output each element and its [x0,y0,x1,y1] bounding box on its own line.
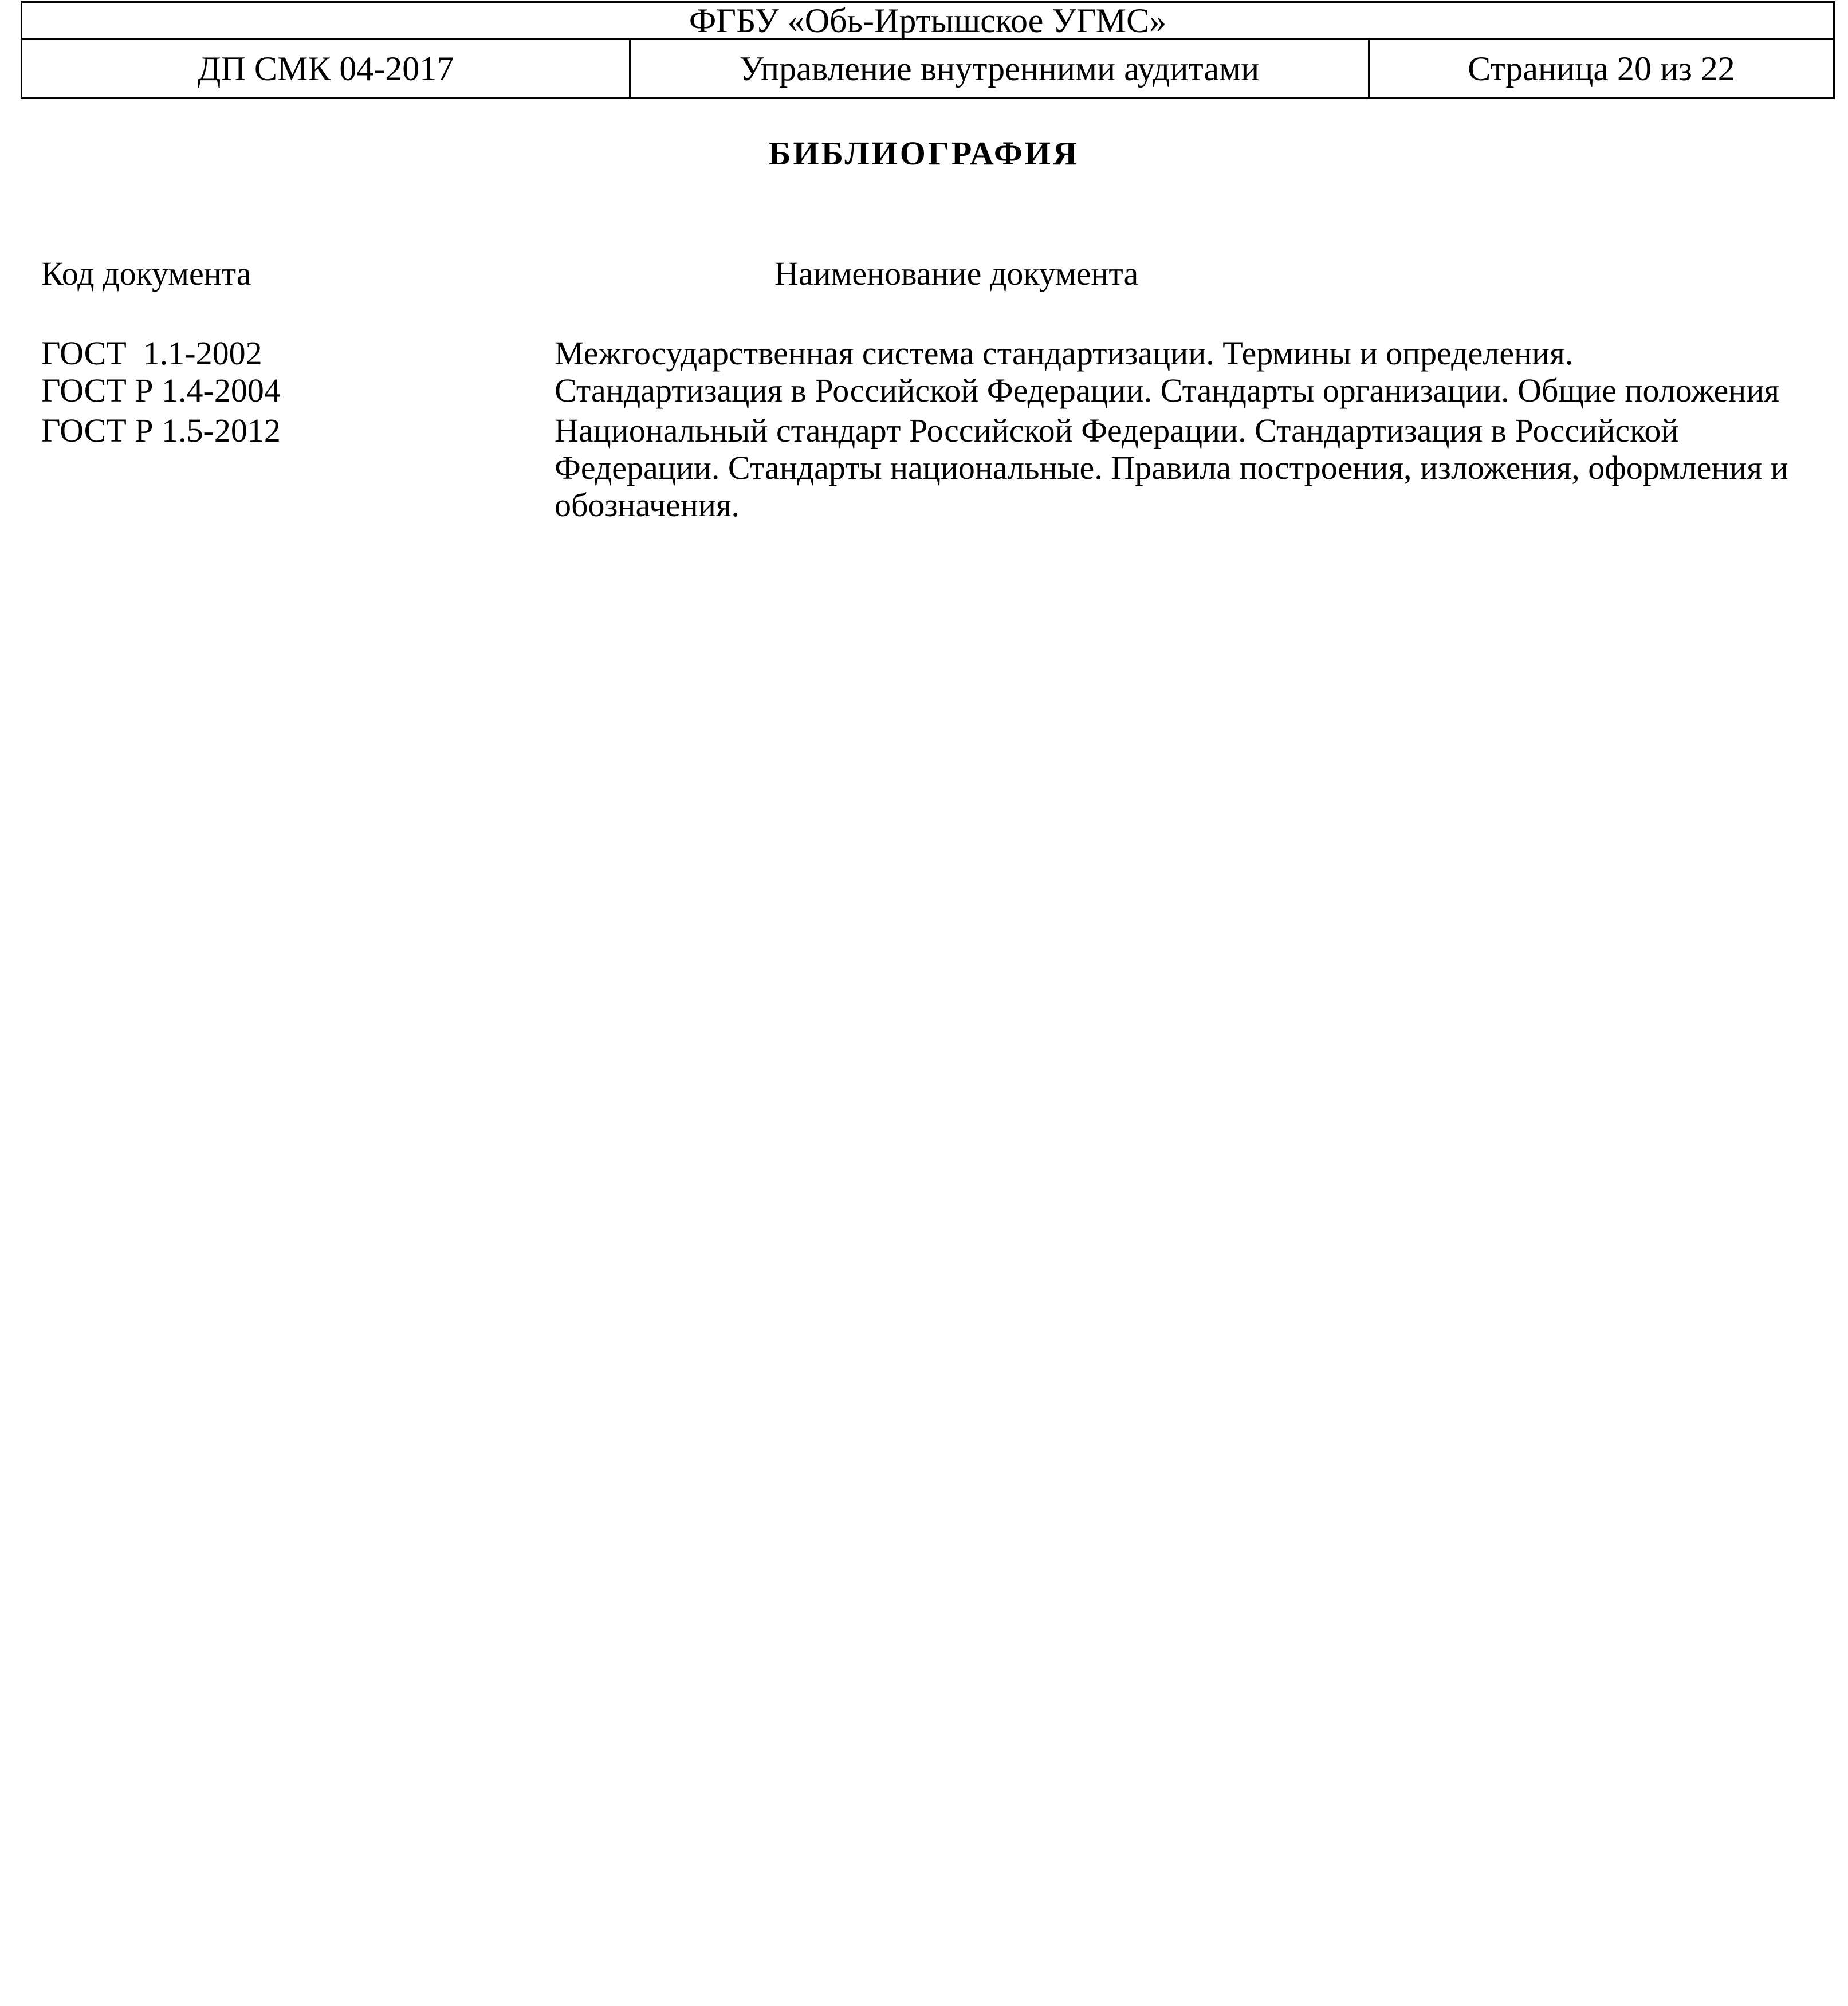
organization-name: ФГБУ «Обь-Иртышское УГМС» [22,2,1834,40]
page-indicator: Страница 20 из 22 [1369,40,1834,99]
header-organization-row [22,2,1834,40]
column-header-name: Наименование документа [774,255,1139,292]
entry-name: Межгосударственная система стандартизации. Термины и определения. [555,335,1574,372]
entry-code: ГОСТ 1.1-2002 [41,335,262,372]
entry-code: ГОСТ Р 1.5-2012 [41,412,281,449]
header-info-row [22,40,1834,99]
entry-name: Национальный стандарт Российской Федерации. Стандартизация в Российской Федерации. Стандарты национальные. Правила построения, изложения, оформления и обозначения. [555,412,1788,524]
entry-name: Стандартизация в Российской Федерации. Стандарты организации. Общие положения [555,372,1780,409]
bibliography-entry [41,412,1817,524]
bibliography-list [41,335,1817,524]
bibliography-entry [41,335,1817,372]
document-title: Управление внутренними аудитами [630,40,1369,99]
document-code: ДП СМК 04-2017 [22,40,630,99]
bibliography-entry [41,372,1817,409]
entry-code: ГОСТ Р 1.4-2004 [41,372,281,409]
column-header-code: Код документа [41,255,251,292]
page-title: БИБЛИОГРАФИЯ [769,135,1079,172]
document-header-table [21,1,1835,99]
